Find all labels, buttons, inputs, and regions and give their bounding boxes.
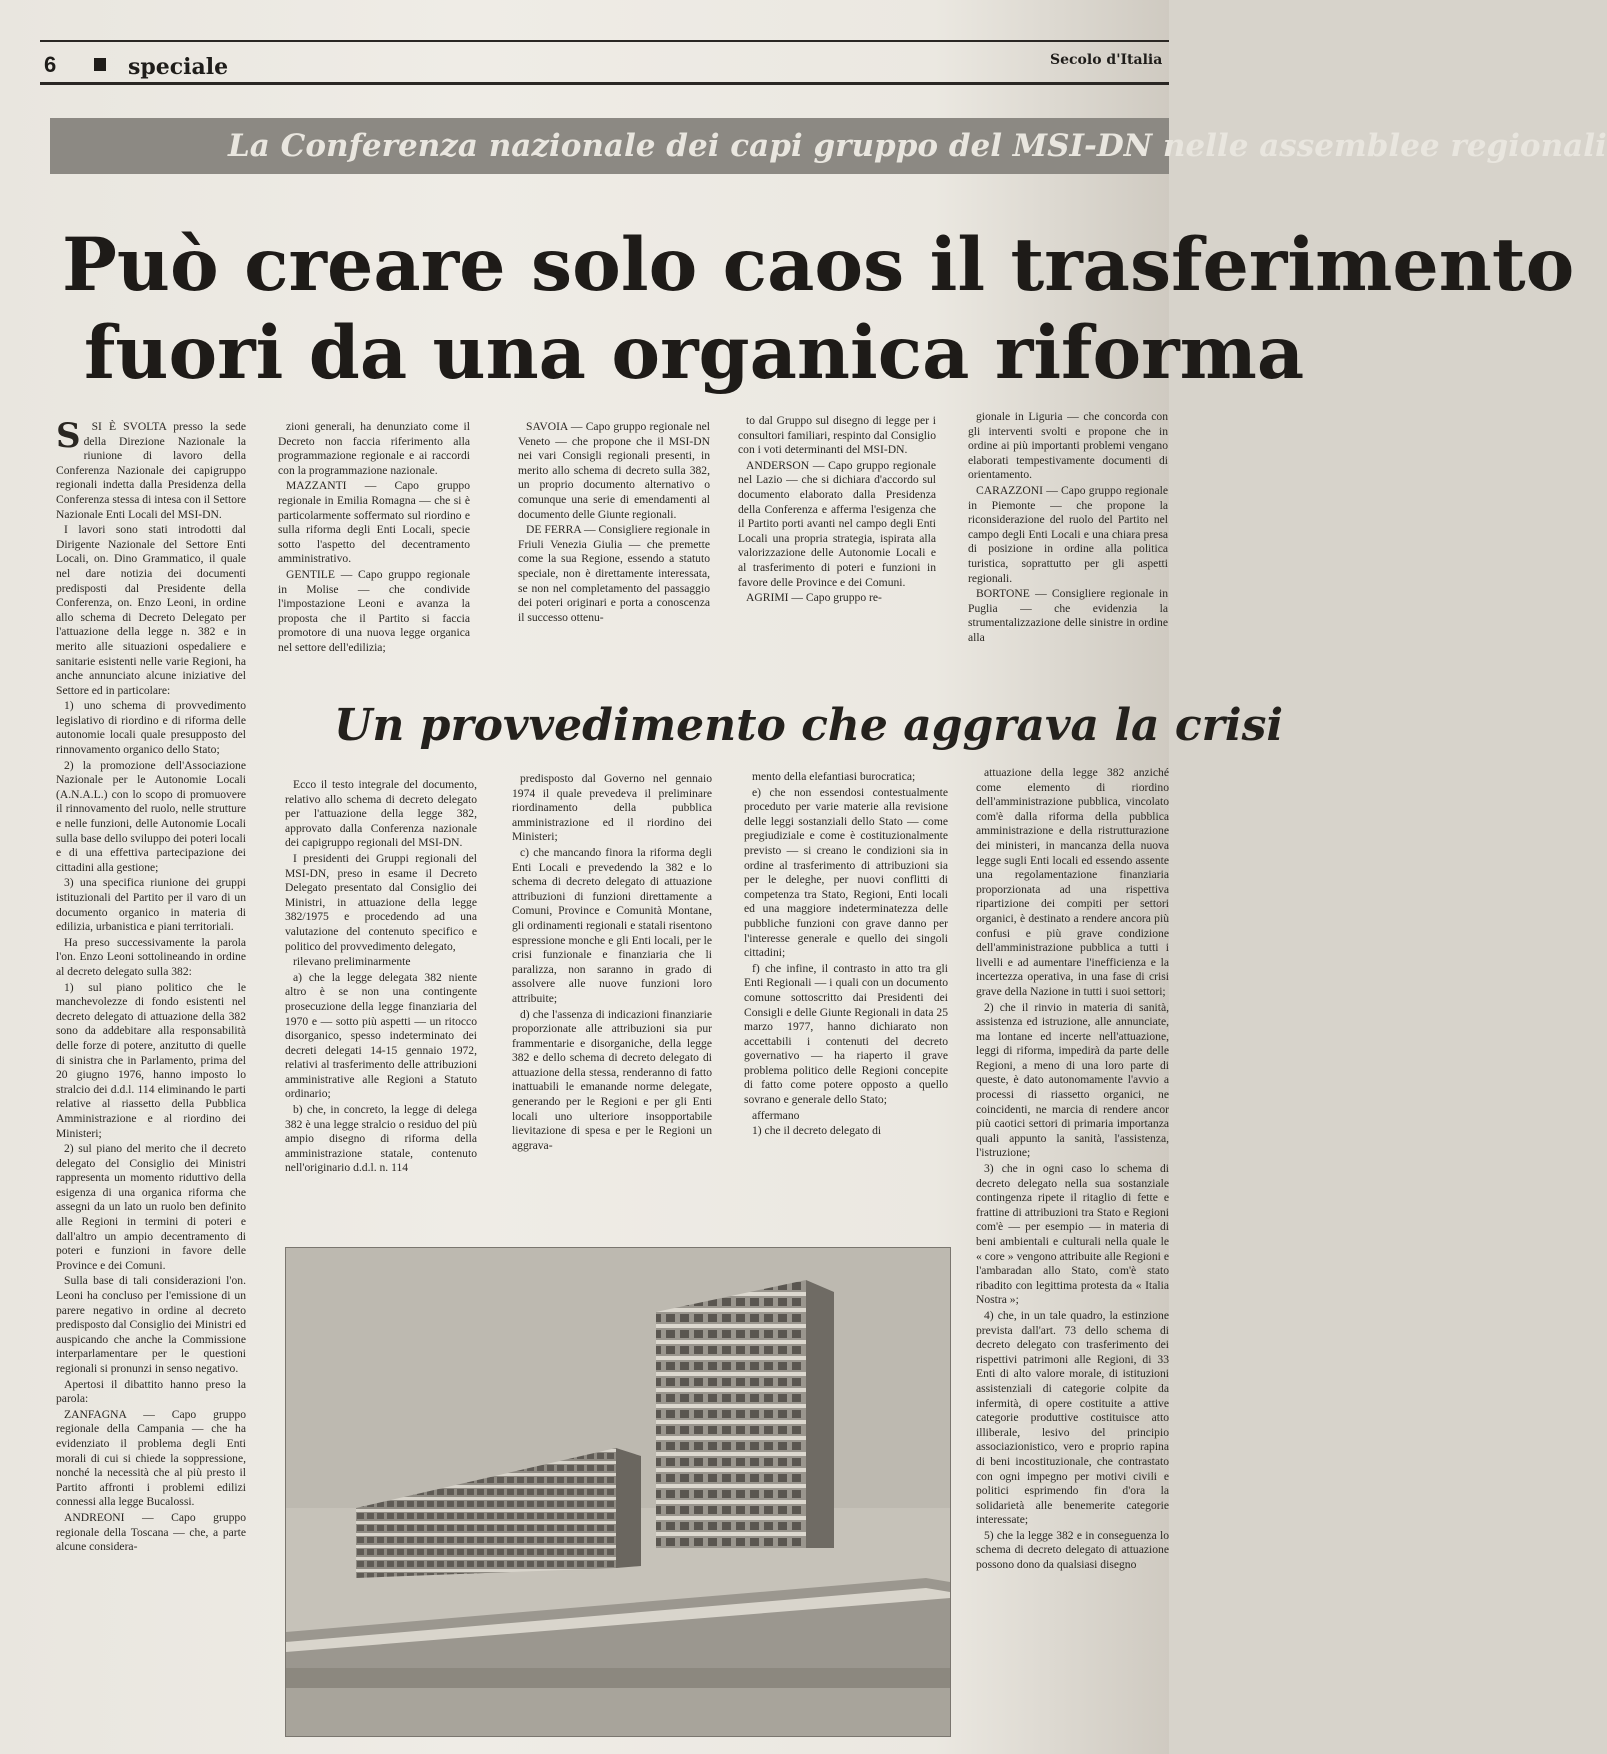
paragraph: Ha preso successivamente la parola l'on. Enzo Leoni sottolineando in ordine al decreto delegato sulla 382: — [56, 935, 246, 978]
paragraph: I presidenti dei Gruppi regionali del MSI-DN, preso in esame il Decreto Delegato presentato dal Consiglio dei Ministri, in attuazione della legge 382/1975 e procedendo ad una valutazione del contenuto specifico e politico del provvedimento delegato, — [285, 851, 477, 953]
buildings-illustration — [286, 1248, 950, 1736]
paragraph: GENTILE — Capo gruppo regionale in Molise — che condivide l'impostazione Leoni e avanza la proposta che il Partito si faccia promotore di una nuova legge organica nel settore dell'edilizia; — [278, 567, 470, 654]
paragraph: Apertosi il dibattito hanno preso la parola: — [56, 1377, 246, 1406]
paragraph: predisposto dal Governo nel gennaio 1974 il quale prevedeva il preliminare riordinamento della pubblica amministrazione ed il riordino dei Ministeri; — [512, 772, 712, 844]
headline-line-2: fuori da una organica riforma — [84, 310, 1305, 396]
paragraph: SI È SVOLTA presso la sede della Direzione Nazionale la riunione di lavoro della Conferenza Nazionale dei capigruppo regionali indetta dalla Presidenza della Conferenza stessa di intesa con il Settore Nazionale Enti Locali del MSI-DN. — [56, 420, 246, 521]
paragraph: zioni generali, ha denunziato come il Decreto non faccia riferimento alla programmazione regionale e ai raccordi con la programmazione nazionale. — [278, 420, 470, 477]
paragraph: Ecco il testo integrale del documento, relativo allo schema di decreto delegato per l'attuazione della legge 382, approvato dalla Conferenza nazionale dei capigruppo regionali del MSI-DN. — [285, 778, 477, 850]
paragraph: a) che la legge delegata 382 niente altro è se non una contingente prosecuzione della legge finanziaria del 1970 e — sotto più aspetti — un ritocco disorganico, spesso indeterminato dei decreti delegati 14-15 gennaio 1972, relativi al trasferimento delle attribuzioni amministrative alle Regioni a Statuto ordinario; — [285, 970, 477, 1101]
paragraph: b) che, in concreto, la legge di delega 382 è una legge stralcio o residuo del più ampio disegno di riforma della amministrazione statale, contenuto nell'originario d.d.l. n. 114 — [285, 1103, 477, 1175]
paragraph: gionale in Liguria — che concorda con gli interventi svolti e propone che in ordine ai più importanti problemi vengano elaborati tempestivamente documenti di orientamento. — [968, 410, 1168, 482]
paragraph: MAZZANTI — Capo gruppo regionale in Emilia Romagna — che si è particolarmente soffermato sul riordino e sulla riforma degli Enti Locali, specie sotto l'aspetto del decentramento amministrativo. — [278, 479, 470, 566]
headline-line-1: Può creare solo caos il trasferimento — [62, 222, 1575, 308]
paragraph: 1) che il decreto delegato di — [752, 1124, 882, 1138]
paragraph: e) che non essendosi contestualmente proceduto per varie materie alla revisione delle leggi sostanziali dello Stato — come pregiudiziale e come è costituzionalmente previsto — si creano le condizioni sia in ordine al trasferimento di attribuzioni sia per le deleghe, per nuovi conflitti di competenza tra Stato, Regioni, Enti locali ed una maggiore indeterminatezza delle pubbliche funzioni con grave danno per l'interesse generale e quello dei singoli cittadini; — [744, 785, 948, 960]
paragraph: to dal Gruppo sul disegno di legge per i consultori familiari, respinto dal Consiglio con i voti determinanti del MSI-DN. — [738, 414, 936, 457]
paragraph: ZANFAGNA — Capo gruppo regionale della Campania — che ha evidenziato il problema degli Enti morali di cui si chiede la soppressione, nonché la necessità che al più presto il Partito affronti i problemi edilizi connessi alla legge Bucalossi. — [56, 1407, 246, 1509]
paragraph: I lavori sono stati introdotti dal Dirigente Nazionale del Settore Enti Locali, on. Dino Grammatico, il quale nel dare notizia dei documenti predisposti dal Presidente della Conferenza, on. Enzo Leoni, in ordine allo schema di Decreto Delegato per l'attuazione della legge n. 382 e in merito alle situazioni ospedaliere e sanitarie esistenti nelle varie Regioni, ha anche annunciato alcune iniziative del Settore ed in particolare: — [56, 523, 246, 697]
paragraph: 2) la promozione dell'Associazione Nazionale per le Autonomie Locali (A.N.A.L.) con lo scopo di promuovere il rinnovamento del ruolo, nelle strutture e nelle funzioni, delle Autonomie Locali sulla base dello sviluppo dei poteri locali e di una effettiva partecipazione dei cittadini alla gestione; — [56, 758, 246, 874]
article1-column-4 — [738, 414, 936, 670]
paragraph: rilevano preliminarmente — [293, 955, 411, 969]
paragraph: 5) che la legge 382 e in conseguenza lo schema di decreto delegato di attuazione possono dono da qualsiasi disegno — [976, 1528, 1169, 1572]
paragraph: BORTONE — Consigliere regionale in Puglia — che evidenzia la strumentalizzazione delle sinistre in ordine alla — [968, 587, 1168, 644]
subheadline: Un provvedimento che aggrava la crisi — [334, 700, 1284, 751]
kicker-text: La Conferenza nazionale dei capi gruppo del MSI-DN nelle assemblee regionali — [228, 128, 1607, 164]
paragraph: CARAZZONI — Capo gruppo regionale in Piemonte — che propone la riconsiderazione del ruolo del Partito nel campo degli Enti Locali e una chiara presa di posizione in ordine alla politica turistica, soprattutto per gli aspetti regionali. — [968, 483, 1168, 585]
paragraph: c) che mancando finora la riforma degli Enti Locali e prevedendo la 382 e lo schema di decreto delegato di attuazione attribuzioni di funzioni direttamente a Comuni, Province e Comunità Montane, gli ordinamenti regionali e statali risentono espressione monche e gli Enti locali, per le crisi funzionale e finanziaria che li paralizza, non saranno in grado di assolvere alle nuove funzioni loro attribuite; — [512, 845, 712, 1005]
article2-column-4 — [976, 766, 1169, 1746]
paragraph: attuazione della legge 382 anziché come elemento di riordino dell'amministrazione pubblica, vincolato com'è dalla riforma della pubblica amministrazione e della ristrutturazione dei ministeri, in mancanza della nuova legge sugli Enti locali ed essendo assente una regolamentazione finanziaria proporzionata ad una rispettiva ripartizione dei compiti per settori organici, è destinato a rendere ancora più confusi e più grave condizione dell'amministrazione pubblica a tutti i livelli e ad aumentare l'inefficienza e la incertezza operativa, in una fase di crisi grave della Nazione in tutti i suoi settori; — [976, 766, 1169, 998]
article1-column-5 — [968, 410, 1168, 670]
building-photo — [285, 1247, 951, 1737]
paragraph: 1) uno schema di provvedimento legislativo di riordino e di riforma delle autonomie locali quale presupposto del rinnovamento organico dello Stato; — [56, 699, 246, 757]
paragraph: 2) sul piano del merito che il decreto delegato del Consiglio dei Ministri rappresenta un momento riduttivo della esigenza di una organica riforma che assegni da un lato un ruolo ben definito alle Regioni in termini di poteri e dall'altro un ampio decentramento di poteri e funzioni in favore delle Province e dei Comuni. — [56, 1142, 246, 1272]
paragraph: 2) che il rinvio in materia di sanità, assistenza ed istruzione, alle annunciate, ma lontane ed incerte nell'attuazione, leggi di riforma, impedirà da parte delle Regioni, a meno di una loro parte di queste, è dato autonomamente l'avvio a processi di riassetto organici, ne coincidenti, ne marcia di rendere ancor più caotici settori di primaria importanza quali appunto la sanità, l'assistenza, l'istruzione; — [976, 1000, 1169, 1160]
kicker-banner — [50, 118, 1607, 174]
paragraph: SAVOIA — Capo gruppo regionale nel Veneto — che propone che il MSI-DN nei vari Consigli regionali presenti, in merito allo schema di decreto sulla 382, un proprio documento alternativo o comunque una serie di emendamenti al documento delle Giunte regionali. — [518, 420, 710, 521]
square-bullet-icon — [94, 58, 106, 71]
paragraph: 1) sul piano politico che le manchevolezze di fondo esistenti nel decreto delegato di attuazione della 382 sono da addebitare alla responsabilità delle forze di potere, anzitutto di quelle di sinistra che in Parlamento, prima del 20 giugno 1976, hanno imposto lo stralcio dei d.d.l. 114 eliminando le parti relative al riassetto della Pubblica Amministrazione e al riordino dei Ministeri; — [56, 980, 246, 1140]
article1-column-1 — [56, 416, 246, 1745]
paragraph: Sulla base di tali considerazioni l'on. Leoni ha concluso per l'emissione di un parere negativo in ordine al decreto predisposto dal Consiglio dei Ministri ed auspicando che anche la Commissione interparlamentare per le questioni regionali si pronunzi in senso negativo. — [56, 1274, 246, 1375]
paragraph: d) che l'assenza di indicazioni finanziarie proporzionate alle attribuzioni sia pur frammentarie e disorganiche, della legge 382 e dello schema di decreto delegato di attuazione della stessa, renderanno di fatto inattuabili le emanande norme delegate, generando per le Regioni e per gli Enti locali uno ulteriore insopportabile lievitazione di spesa e per le Regioni un aggrava- — [512, 1007, 712, 1152]
paragraph: ANDERSON — Capo gruppo regionale nel Lazio — che si dichiara d'accordo sul documento elaborato dalla Presidenza della Conferenza e afferma l'esigenza che il Partito porti avanti nel campo degli Enti Locali una propria strategia, ispirata alla valorizzazione delle Autonomie Locali e al trasferimento di poteri e funzioni in favore delle Province e dei Comuni. — [738, 458, 936, 589]
page-number: 6 — [44, 52, 57, 77]
top-rule — [40, 40, 1169, 42]
paragraph: mento della elefantiasi burocratica; — [752, 770, 916, 783]
section-label: speciale — [128, 54, 229, 80]
folio-rule — [40, 82, 1169, 85]
paragraph: ANDREONI — Capo gruppo regionale della Toscana — che, a parte alcune considera- — [56, 1510, 246, 1554]
paragraph: f) che infine, il contrasto in atto tra gli Enti Regionali — i quali con un documento comune sottoscritto dai Presidenti dei Consigli e delle Giunte Regionali in data 25 marzo 1977, hanno dichiarato non accettabili i contenuti del decreto governativo — ha riaperto il grave problema politico delle Regioni concepite di fatto come potere opposto a quello sovrano e generale dello Stato; — [744, 961, 948, 1107]
paragraph: DE FERRA — Consigliere regionale in Friuli Venezia Giulia — che premette come la sua Regione, essendo a statuto speciale, non è direttamente interessata, se non nel completamento del passaggio dei poteri originari e porta a conoscenza il successo ottenu- — [518, 523, 710, 624]
drop-cap: S — [56, 416, 81, 456]
paragraph: affermano — [752, 1108, 800, 1122]
paragraph: AGRIMI — Capo gruppo re- — [746, 591, 882, 605]
article2-column-2 — [512, 772, 712, 1236]
article1-column-2 — [278, 420, 470, 670]
newspaper-name: Secolo d'Italia — [1050, 52, 1163, 68]
article2-column-3 — [744, 770, 948, 1236]
paragraph: 3) una specifica riunione dei gruppi istituzionali del Partito per il varo di un documento organico in materia di edilizia, urbanistica e piani territoriali. — [56, 876, 246, 934]
paragraph: 4) che, in un tale quadro, la estinzione prevista dall'art. 73 dello schema di decreto delegato con trasferimento dei rispettivi patrimoni alle Regioni, di 33 Enti di alto valore morale, di istituzioni assistenziali di categorie colpite da infermità, di opere costituite a attive categorie produttive costituisce atto illiberale, lesivo del principio associazionistico, vero e proprio rapina di beni incostituzionale, che contrastato con ogni impegno per motivi civili e politici esprimendo fin d'ora la solidarietà alle benemerite categorie interessate; — [976, 1308, 1169, 1527]
article2-column-1 — [285, 778, 477, 1236]
paragraph: 3) che in ogni caso lo schema di decreto delegato nella sua sostanziale contingenza ripete il ritaglio di fette e frattine di attribuzioni tra Stato e Regioni com'è — per esempio — in materia di beni ambientali e culturali nella quale le « core » vengono attribuite alle Regioni e l'ambaradan allo Stato, com'è stato ribadito con legittima protesta da « Italia Nostra »; — [976, 1162, 1169, 1307]
article1-column-3 — [518, 420, 710, 670]
